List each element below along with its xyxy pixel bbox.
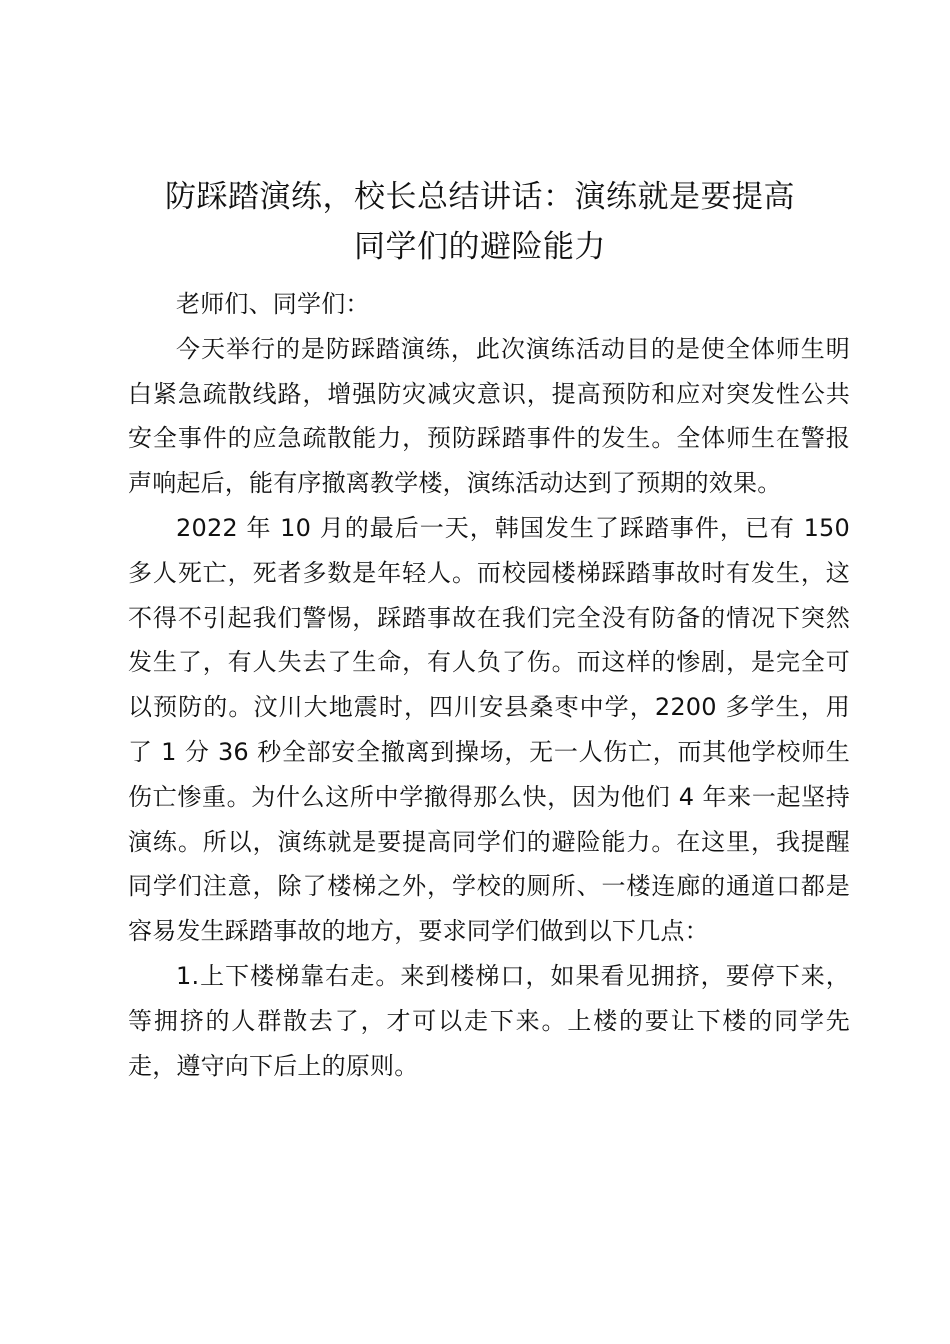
title-line-2: 同学们的避险能力 <box>354 229 606 265</box>
body-paragraph-2: 2022 年 10 月的最后一天，韩国发生了踩踏事件，已有 150 多人死亡，死者多数是年轻人。而校园楼梯踩踏事故时有发生，这不得不引起我们警惕，踩踏事故在我们完全没有防备的情况下突然发生了，有人失去了生命，有人负了伤。而这样的惨剧，是完全可以预防的。汶川大地震时，四川安县桑枣中学，2200 多学生，用了 1 分 36 秒全部安全撤离到操场，无一人伤亡，而其他学校师生伤亡惨重。为什么这所中学撤得那么快，因为他们 4 年来一起坚持演练。所以，演练就是要提高同学们的避险能力。在这里，我提醒同学们注意，除了楼梯之外，学校的厕所、一楼连廊的通道口都是容易发生踩踏事故的地方，要求同学们做到以下几点： <box>128 513 850 946</box>
document-body <box>128 282 850 1088</box>
body-paragraph-3: 1.上下楼梯靠右走。来到楼梯口，如果看见拥挤，要停下来，等拥挤的人群散去了，才可以走下来。上楼的要让下楼的同学先走，遵守向下后上的原则。 <box>128 961 850 1080</box>
body-paragraph-1: 今天举行的是防踩踏演练，此次演练活动目的是使全体师生明白紧急疏散线路，增强防灾减灾意识，提高预防和应对突发性公共安全事件的应急疏散能力，预防踩踏事件的发生。全体师生在警报声响起后，能有序撤离教学楼，演练活动达到了预期的效果。 <box>128 334 850 498</box>
salutation: 老师们、同学们： <box>176 290 370 318</box>
title-line-1: 防踩踏演练，校长总结讲话：演练就是要提高 <box>165 179 795 215</box>
document-title <box>110 172 850 272</box>
